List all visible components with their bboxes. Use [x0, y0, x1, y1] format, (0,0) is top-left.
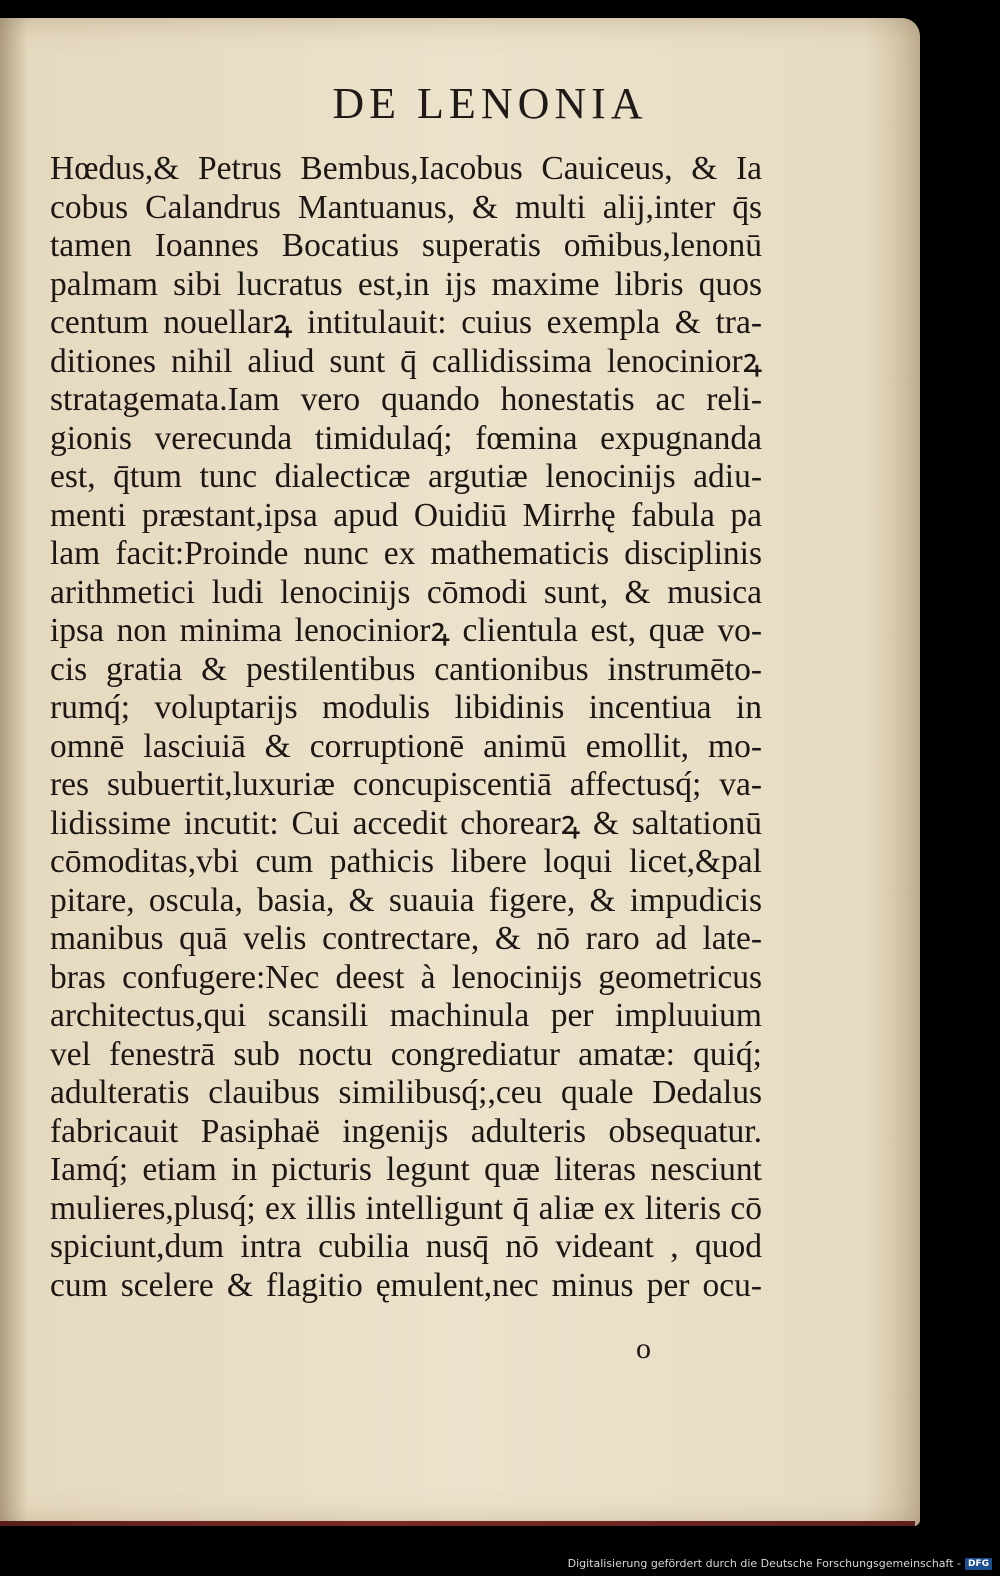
- running-head: DE LENONIA: [332, 79, 648, 128]
- text-line: cis gratia & pestilentibus cantionibus instrumēto-: [50, 650, 762, 688]
- text-line: ipsa non minima lenociniorꝝ clientula est, quæ vo-: [50, 612, 762, 649]
- text-line: bras confugere:Nec deest à lenocinijs geometricus: [50, 958, 762, 996]
- text-line: pitare, oscula, basia, & suauia figere, & impudicis: [50, 881, 762, 919]
- text-line: spiciunt,dum intra cubilia nusq̄ nō videant , quod: [50, 1228, 762, 1265]
- text-line: cobus Calandrus Mantuanus, & multi alij,inter q̄s: [50, 188, 762, 226]
- text-line: cōmoditas,vbi cum pathicis libere loqui licet,&pal: [50, 843, 762, 880]
- text-line: manibus quā velis contrectare, & nō raro ad late-: [50, 920, 762, 957]
- text-line: omnē lasciuiā & corruptionē animū emollit, mo-: [50, 727, 762, 765]
- text-line: vel fenestrā sub noctu congrediatur amatæ: quiq́;: [50, 1035, 762, 1073]
- text-line: res subuertit,luxuriæ concupiscentiā affectusq́; va-: [50, 766, 762, 803]
- text-line: lam facit:Proinde nunc ex mathematicis disciplinis: [50, 535, 762, 572]
- text-line: centum nouellarꝝ intitulauit: cuius exempla & tra-: [50, 304, 762, 341]
- body-text: [50, 150, 762, 1305]
- text-line: rumq́; voluptarijs modulis libidinis incentiua in: [50, 689, 762, 726]
- catchword: o: [636, 1332, 651, 1365]
- text-line: adulteratis clauibus similibusq́;,ceu quale Dedalus: [50, 1074, 762, 1111]
- text-line: menti præstant,ipsa apud Ouidiū Mirrhę fabula pa: [50, 496, 762, 534]
- text-line: tamen Ioannes Bocatius superatis om̄ibus,lenonū: [50, 227, 762, 264]
- text-line: lidissime incutit: Cui accedit chorearꝝ & saltationū: [50, 804, 762, 842]
- text-line: fabricauit Pasiphaë ingenijs adulteris obsequatur.: [50, 1112, 762, 1150]
- text-line: mulieres,plusq́; ex illis intelligunt q̄ aliæ ex literis cō: [50, 1189, 762, 1227]
- text-line: architectus,qui scansili machinula per impluuium: [50, 997, 762, 1034]
- text-line: stratagemata.Iam vero quando honestatis ac reli-: [50, 381, 762, 418]
- text-line: arithmetici ludi lenocinijs cōmodi sunt, & musica: [50, 573, 762, 611]
- dfg-logo-icon: DFG: [965, 1558, 992, 1570]
- text-line: est, q̄tum tunc dialecticæ argutiæ lenocinijs adiu-: [50, 458, 762, 495]
- text-line: ditiones nihil aliud sunt q̄ callidissima lenociniorꝝ: [50, 342, 762, 380]
- text-line: Iamq́; etiam in picturis legunt quæ literas nesciunt: [50, 1151, 762, 1188]
- footer-credit: [568, 1557, 992, 1570]
- text-line: palmam sibi lucratus est,in ijs maxime libris quos: [50, 265, 762, 303]
- text-line: Hœdus,& Petrus Bembus,Iacobus Cauiceus, & Ia: [50, 150, 762, 187]
- text-line: cum scelere & flagitio ęmulent,nec minus per ocu-: [50, 1266, 762, 1304]
- footer-text: Digitalisierung gefördert durch die Deutsche Forschungsgemeinschaft -: [567, 1557, 961, 1570]
- book-page: [0, 18, 920, 1526]
- text-line: gionis verecunda timidulaq́; fœmina expugnanda: [50, 419, 762, 457]
